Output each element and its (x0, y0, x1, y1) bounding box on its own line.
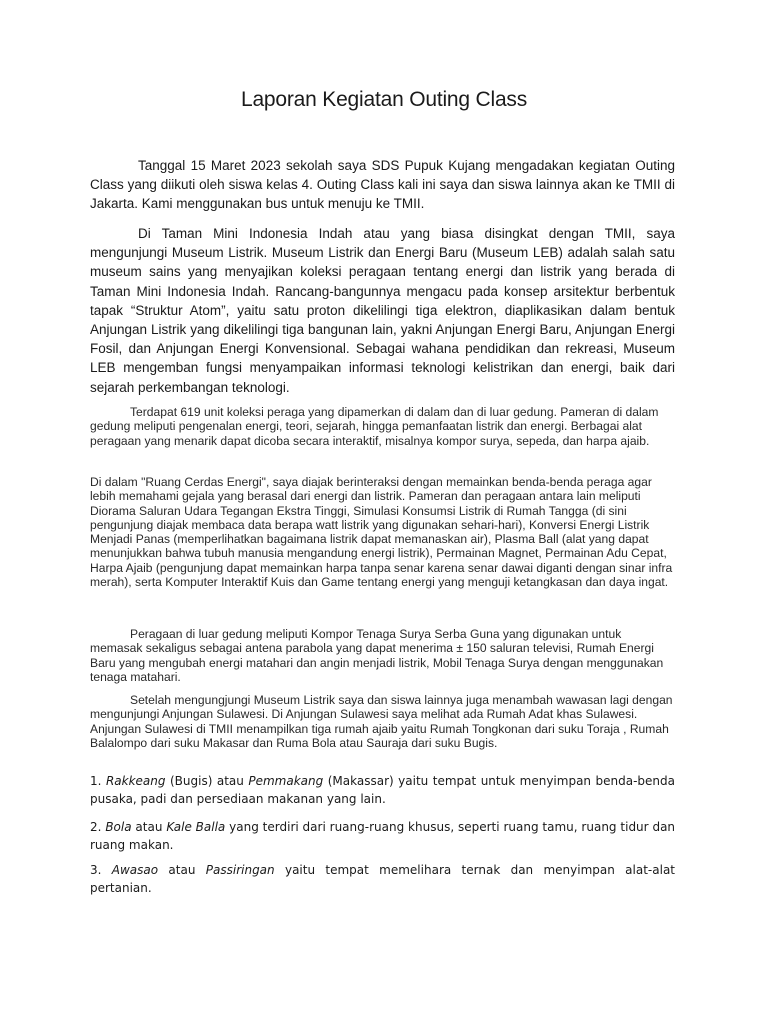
list-item-text: (Bugis) atau (165, 774, 249, 788)
list-item-term: Kale Balla (166, 820, 226, 834)
list-item-number: 1. (90, 774, 106, 788)
list-item (90, 862, 675, 897)
paragraph-koleksi: Terdapat 619 unit koleksi peraga yang dipamerkan di dalam dan di luar gedung. Pameran di dalam gedung meliputi pengenalan energi, teori, sejarah, hingga pemanfaatan listrik dan energi. Berbagai alat peragaan yang menarik dapat dicoba secara interaktif, misalnya kompor surya, sepeda, dan harpa ajaib. (90, 405, 659, 448)
paragraph-peragaan-luar: Peragaan di luar gedung meliputi Kompor Tenaga Surya Serba Guna yang digunakan untuk memasak sekaligus sebagai antena parabola yang dapat menerima ± 150 saluran televisi, Rumah Energi Baru yang mengubah energi matahari dan angin menjadi listrik, Mobil Tenaga Surya dengan menggunakan tenaga matahari. (90, 627, 664, 684)
list-item-term: Rakkeang (105, 774, 166, 788)
list-item-number: 3. (90, 863, 112, 877)
paragraph-anjungan-sulawesi: Setelah mengungjungi Museum Listrik saya dan siswa lainnya juga menambah wawasan lagi dengan mengunjungi Anjungan Sulawesi. Di Anjungan Sulawesi saya melihat ada Rumah Adat khas Sulawesi. Anjungan Sulawesi di TMII menampilkan tiga rumah ajaib yaitu Rumah Tongkonan dari suku Toraja , Rumah Balalompo dari suku Makasar dan Ruma Bola atau Sauraja dari suku Bugis. (90, 693, 673, 750)
list-item (90, 819, 675, 854)
list-item-text: yang terdiri dari ruang-ruang khusus, seperti ruang tamu, ruang tidur dan ruang makan. (90, 820, 676, 852)
list-item-number: 2. (90, 820, 106, 834)
list-item-text: (Makassar) yaitu tempat untuk menyimpan benda-benda pusaka, padi dan persediaan makanan yang lain. (90, 774, 675, 806)
list-item-text: atau (158, 863, 206, 877)
list-item (90, 773, 675, 808)
list-item-term: Passiringan (205, 863, 275, 877)
paragraph-museum-listrik: Di Taman Mini Indonesia Indah atau yang biasa disingkat dengan TMII, saya mengunjungi Museum Listrik. Museum Listrik dan Energi Baru (Museum LEB) adalah salah satu museum sains yang menyajikan koleksi peragaan tentang energi dan listrik yang berada di Taman Mini Indonesia Indah. Rancang-bangunnya mengacu pada konsep arsitektur berbentuk tapak “Struktur Atom”, yaitu satu proton dikelilingi tiga elektron, diaplikasikan dalam bentuk Anjungan Listrik yang dikelilingi tiga bangunan lain, yakni Anjungan Energi Baru, Anjungan Energi Fosil, dan Anjungan Energi Konvensional. Sebagai wahana pendidikan dan rekreasi, Museum LEB mengemban fungsi menyampaikan informasi teknologi kelistrikan dan energi, baik dari sejarah perkembangan teknologi. (90, 226, 675, 395)
paragraph-intro: Tanggal 15 Maret 2023 sekolah saya SDS Pupuk Kujang mengadakan kegiatan Outing Class yang diikuti oleh siswa kelas 4. Outing Class kali ini saya dan siswa lainnya akan ke TMII di Jakarta. Kami menggunakan bus untuk menuju ke TMII. (90, 158, 675, 212)
document-title: Laporan Kegiatan Outing Class (240, 88, 528, 111)
list-item-term: Pemmakang (248, 774, 324, 788)
list-item-term: Bola (105, 820, 132, 834)
list-item-text: yaitu tempat memelihara ternak dan menyimpan alat-alat pertanian. (90, 863, 675, 895)
list-item-term: Awasao (111, 863, 159, 877)
list-item-text: atau (131, 820, 167, 834)
paragraph-ruang-cerdas-energi: Di dalam "Ruang Cerdas Energi", saya diajak berinteraksi dengan memainkan benda-benda peraga agar lebih memahami gejala yang berasal dari energi dan listrik. Pameran dan peragaan antara lain meliputi Diorama Saluran Udara Tegangan Ekstra Tinggi, Simulasi Konsumsi Listrik di Rumah Tangga (di sini pengunjung diajak membaca data berapa watt listrik yang digunakan sehari-hari), Konversi Energi Listrik Menjadi Panas (memperlihatkan bagaimana listrik dapat memanaskan air), Plasma Ball (alat yang dapat menunjukkan bahwa tubuh manusia mengandung energi listrik), Permainan Magnet, Permainan Adu Cepat, Harpa Ajaib (pengunjung dapat memainkan harpa tanpa senar karena senar dawai diganti dengan sinar infra merah), serta Komputer Interaktif Kuis dan Game tentang energi yang menguji ketangkasan dan daya ingat. (90, 475, 673, 590)
